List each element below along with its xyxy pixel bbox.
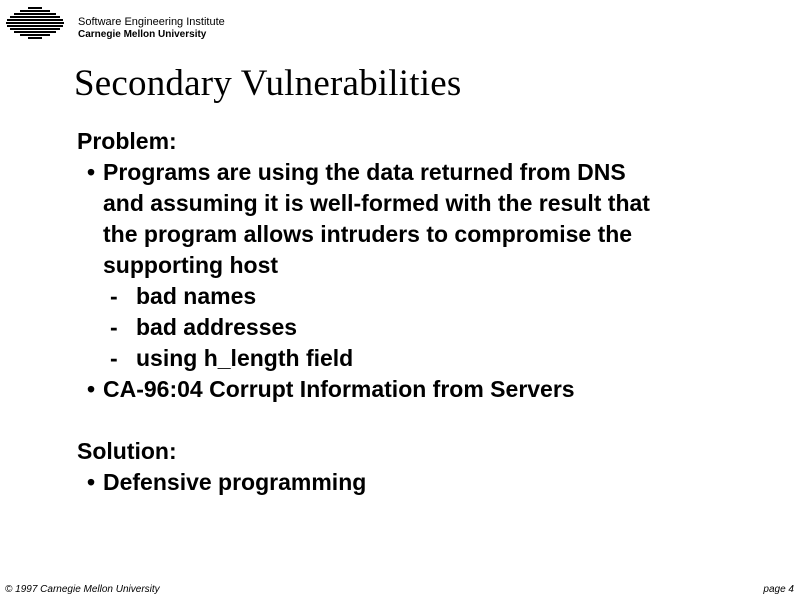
problem-label: Problem: — [77, 128, 177, 154]
slide-body — [77, 126, 777, 498]
institute-name: Software Engineering Institute — [78, 16, 225, 28]
bullet-marker: • — [87, 159, 96, 185]
bullet-text-line: and assuming it is well-formed with the result that — [103, 190, 650, 216]
dash-marker: - — [110, 345, 118, 371]
sei-logo-icon — [6, 6, 64, 42]
sub-item-text: bad names — [136, 283, 257, 309]
spacer — [77, 405, 777, 436]
sub-item-text: using h_length field — [136, 345, 354, 371]
slide-title: Secondary Vulnerabilities — [74, 63, 462, 104]
bullet-item — [77, 467, 777, 498]
sub-item — [77, 312, 777, 343]
university-name: Carnegie Mellon University — [78, 28, 207, 40]
sub-item — [77, 343, 777, 374]
dash-marker: - — [110, 283, 118, 309]
bullet-text-line: the program allows intruders to compromise the — [103, 221, 633, 247]
copyright-notice: © 1997 Carnegie Mellon University — [5, 584, 160, 595]
bullet-item — [77, 374, 777, 405]
dash-marker: - — [110, 314, 118, 340]
organization-header — [78, 16, 225, 40]
page-number: page 4 — [763, 584, 794, 595]
bullet-text: CA-96:04 Corrupt Information from Servers — [103, 376, 575, 402]
sub-item — [77, 281, 777, 312]
bullet-text-line: Programs are using the data returned from DNS — [103, 159, 626, 185]
bullet-item — [77, 157, 777, 281]
bullet-text: Defensive programming — [103, 469, 367, 495]
bullet-marker: • — [87, 469, 96, 495]
bullet-text-line: supporting host — [103, 252, 279, 278]
solution-label: Solution: — [77, 438, 177, 464]
sub-item-text: bad addresses — [136, 314, 298, 340]
bullet-marker: • — [87, 376, 96, 402]
